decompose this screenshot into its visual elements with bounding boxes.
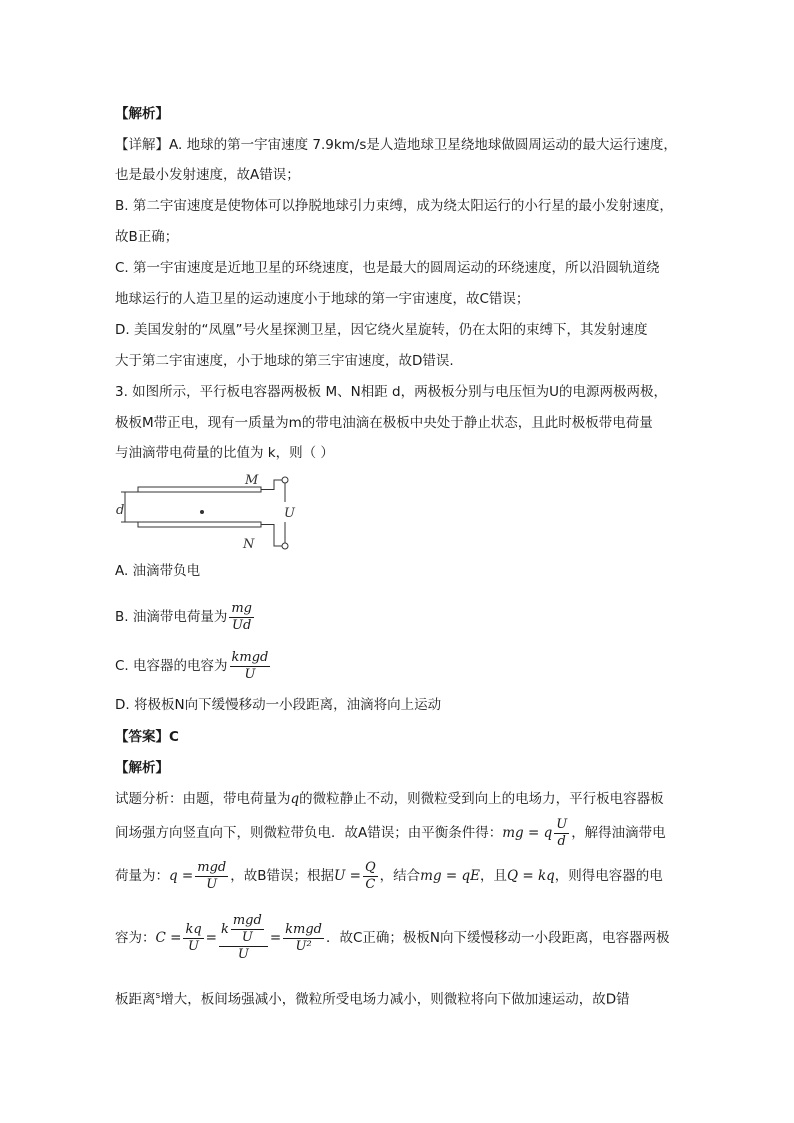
analysis-line: 容为：C = $\frac{kq}{U}$ = k $\frac{\text{mgd}}{U}$ U = $\frac{\text{kmgd}}{\text{U²}}$ ．故C正确；极板N向下缓慢移动一小段距离，电容器两极 xyxy=(115,913,670,962)
fraction xyxy=(183,922,203,955)
fraction xyxy=(229,601,254,634)
wire xyxy=(261,480,282,490)
text-line: D. 美国发射的“凤凰”号火星探测卫星，因它绕火星旋转，仍在太阳的束缚下，其发射速度 xyxy=(115,322,648,338)
denominator: C xyxy=(365,876,376,892)
text: 试题分析：由题，带电荷量为 xyxy=(115,791,291,807)
text-line: 地球运行的人造卫星的运动速度小于地球的第一宇宙速度，故C错误； xyxy=(115,291,530,307)
text: 增大，板间场强减小，微粒所受电场力减小，则微粒将向下做加速运动，故D错 xyxy=(160,991,630,1008)
explanation-heading: 【解析】 xyxy=(115,106,169,122)
text: 荷量为： xyxy=(115,868,169,884)
math: q xyxy=(290,791,300,807)
denominator: Ud xyxy=(232,617,252,633)
question-3-line: 3. 如图所示，平行板电容器两极板 M、N相距 d，两极板分别与电压恒为U的电源两极两极， xyxy=(115,384,667,400)
math: Q = kq xyxy=(507,868,555,884)
math: s xyxy=(155,991,161,1001)
option-c xyxy=(115,647,272,685)
numerator: Q xyxy=(364,859,376,875)
denominator: U xyxy=(244,666,256,682)
numerator: kmgd xyxy=(231,649,269,665)
option-c-text: C. 电容器的电容为 xyxy=(115,658,228,674)
label-m: M xyxy=(245,473,259,488)
analysis-line xyxy=(115,789,664,809)
denominator: U xyxy=(188,938,200,954)
analysis-line xyxy=(115,856,663,896)
text: 容为： xyxy=(115,930,156,946)
denominator: U xyxy=(241,930,253,945)
option-b-text: B. 油滴带电荷量为 xyxy=(115,609,228,625)
compound-fraction xyxy=(219,913,268,963)
numerator xyxy=(219,913,268,947)
plate-n xyxy=(138,522,261,527)
text: ，解得油滴带电 xyxy=(571,825,666,841)
fraction xyxy=(363,860,378,893)
denominator: U xyxy=(206,876,218,892)
label-n: N xyxy=(243,537,255,552)
text-line: 【详解】A. 地球的第一宇宙速度 7.9km/s是人造地球卫星绕地球做圆周运动的最大运行速度， xyxy=(115,137,677,153)
fraction xyxy=(231,913,264,946)
math: mg = qE xyxy=(420,868,480,884)
denominator: d xyxy=(557,833,566,849)
answer: 【答案】C xyxy=(115,729,179,745)
denominator: U xyxy=(237,947,249,962)
math: k xyxy=(220,922,229,937)
math: q = xyxy=(169,868,194,884)
math: U = xyxy=(334,868,361,884)
numerator: mgd xyxy=(197,859,227,875)
wire xyxy=(261,525,282,547)
fraction xyxy=(554,817,569,850)
text: ，故B错误；根据 xyxy=(230,868,334,884)
option-d: D. 将极板N向下缓慢移动一小段距离，油滴将向上运动 xyxy=(115,697,442,713)
option-a: A. 油滴带负电 xyxy=(115,563,201,579)
label-d: d xyxy=(116,503,125,518)
fraction xyxy=(230,650,271,683)
text-line: 故B正确； xyxy=(115,229,179,245)
option-b xyxy=(115,598,256,636)
text-line: C. 第一宇宙速度是近地卫星的环绕速度，也是最大的圆周运动的环绕速度，所以沿圆轨道绕 xyxy=(115,260,660,276)
text: ．故C正确；极板N向下缓慢移动一小段距离，电容器两极 xyxy=(326,930,670,946)
plate-m xyxy=(138,487,261,492)
text-line: 大于第二宇宙速度，小于地球的第三宇宙速度，故D错误. xyxy=(115,353,454,369)
analysis-heading: 【解析】 xyxy=(115,760,169,776)
math: mg = q xyxy=(502,825,553,841)
numerator: U xyxy=(556,816,568,832)
terminal xyxy=(282,543,288,549)
numerator: kmgd xyxy=(285,921,322,937)
denominator: U² xyxy=(295,938,312,954)
text-line: B. 第二宇宙速度是使物体可以挣脱地球引力束缚，成为绕太阳运行的小行星的最小发射速度， xyxy=(115,198,673,214)
text: ，则得电容器的电 xyxy=(554,868,663,884)
text: 的微粒静止不动，则微粒受到向上的电场力，平行板电容器板 xyxy=(299,791,664,807)
oil-droplet xyxy=(200,510,204,514)
numerator: mgd xyxy=(232,913,262,928)
terminal xyxy=(282,477,288,483)
text: ，结合 xyxy=(379,868,421,884)
question-3-line: 与油滴带电荷量的比值为 k，则（ ） xyxy=(115,445,334,461)
fraction xyxy=(283,922,324,955)
capacitor-figure xyxy=(112,470,297,555)
numerator: kq xyxy=(185,921,202,937)
text-line: 也是最小发射速度，故A错误； xyxy=(115,167,300,183)
text: 间场强方向竖直向下，则微粒带负电．故A错误；由平衡条件得： xyxy=(115,825,503,841)
numerator: mg xyxy=(231,600,253,616)
text: ，且 xyxy=(480,868,507,884)
text: 板距离 xyxy=(115,991,156,1008)
label-u: U xyxy=(284,506,295,521)
question-3-line: 极板M带正电，现有一质量为m的带电油滴在极板中央处于静止状态，且此时极板带电荷量 xyxy=(115,415,653,431)
analysis-line xyxy=(115,813,666,853)
math: C = xyxy=(155,930,182,946)
analysis-line xyxy=(115,986,630,1010)
fraction xyxy=(195,860,228,893)
